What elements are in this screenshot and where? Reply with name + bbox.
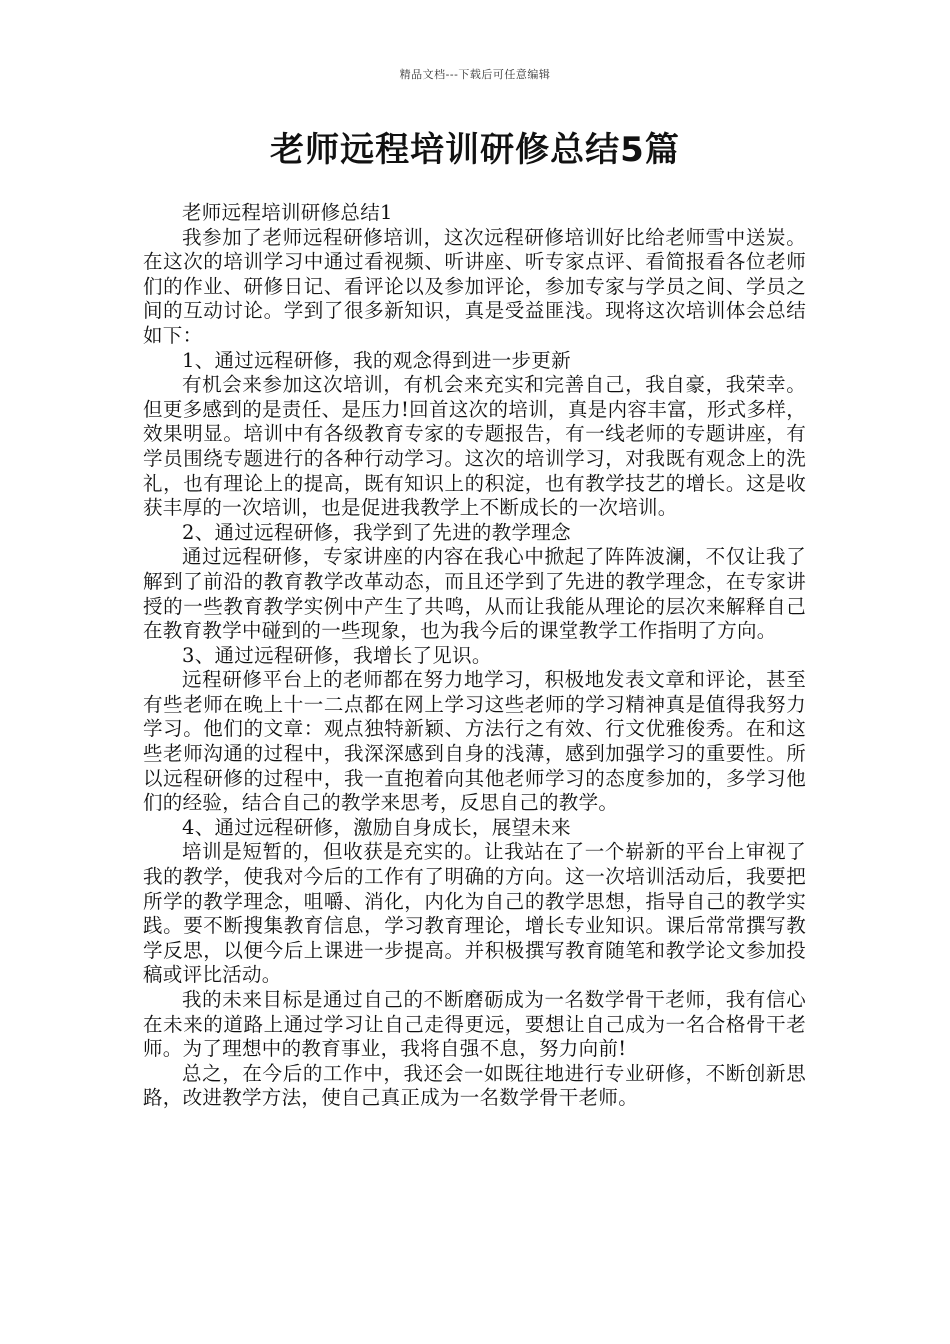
paragraph-section-4: 培训是短暂的，但收获是充实的。让我站在了一个崭新的平台上审视了我的教学，使我对今后的工作有了明确的方向。这一次培训活动后，我要把所学的教学理念，咀嚼、消化，内化为自己的教学思想，指导自己的教学实践。要不断搜集教育信息，学习教育理论，增长专业知识。课后常常撰写教学反思，以便今后上课进一步提高。并积极撰写教育随笔和教学论文参加投稿或评比活动。 <box>143 840 806 987</box>
section-heading-2: 2、通过远程研修，我学到了先进的教学理念 <box>182 520 571 544</box>
section-heading-1: 1、通过远程研修，我的观念得到进一步更新 <box>182 348 571 372</box>
paragraph-goal: 我的未来目标是通过自己的不断磨砺成为一名数学骨干老师，我有信心在未来的道路上通过学习让自己走得更远，要想让自己成为一名合格骨干老师。为了理想中的教育事业，我将自强不息，努力向前! <box>143 988 806 1061</box>
header-note: 精品文档---下载后可任意编辑 <box>399 68 551 81</box>
section-heading-4: 4、通过远程研修，激励自身成长，展望未来 <box>182 815 571 839</box>
document-title: 老师远程培训研修总结5篇 <box>270 130 680 170</box>
paragraph-conclusion: 总之，在今后的工作中，我还会一如既往地进行专业研修，不断创新思路，改进教学方法，使自己真正成为一名数学骨干老师。 <box>143 1061 806 1110</box>
paragraph-intro: 我参加了老师远程研修培训，这次远程研修培训好比给老师雪中送炭。在这次的培训学习中通过看视频、听讲座、听专家点评、看简报看各位老师们的作业、研修日记、看评论以及参加评论，参加专家与学员之间、学员之间的互动讨论。学到了很多新知识，真是受益匪浅。现将这次培训体会总结如下： <box>143 225 806 347</box>
paragraph-section-2: 通过远程研修，专家讲座的内容在我心中掀起了阵阵波澜，不仅让我了解到了前沿的教育教学改革动态，而且还学到了先进的教学理念，在专家讲授的一些教育教学实例中产生了共鸣，从而让我能从理论的层次来解释自己在教育教学中碰到的一些现象，也为我今后的课堂教学工作指明了方向。 <box>143 545 806 643</box>
section-heading-3: 3、通过远程研修，我增长了见识。 <box>182 643 492 667</box>
paragraph-section-1: 有机会来参加这次培训，有机会来充实和完善自己，我自豪，我荣幸。但更多感到的是责任、是压力!回首这次的培训，真是内容丰富，形式多样，效果明显。培训中有各级教育专家的专题报告，有一线老师的专题讲座，有学员围绕专题进行的各种行动学习。这次的培训学习，对我既有观念上的洗礼，也有理论上的提高，既有知识上的积淀，也有教学技艺的增长。这是收获丰厚的一次培训，也是促进我教学上不断成长的一次培训。 <box>143 373 806 520</box>
document-body <box>143 201 806 1111</box>
paragraph-section-3: 远程研修平台上的老师都在努力地学习，积极地发表文章和评论，甚至有些老师在晚上十一二点都在网上学习这些老师的学习精神真是值得我努力学习。他们的文章：观点独特新颖、方法行之有效、行文优雅俊秀。在和这些老师沟通的过程中，我深深感到自身的浅薄，感到加强学习的重要性。所以远程研修的过程中，我一直抱着向其他老师学习的态度参加的，多学习他们的经验，结合自己的教学来思考，反思自己的教学。 <box>143 668 806 815</box>
article-subtitle: 老师远程培训研修总结1 <box>182 201 393 224</box>
